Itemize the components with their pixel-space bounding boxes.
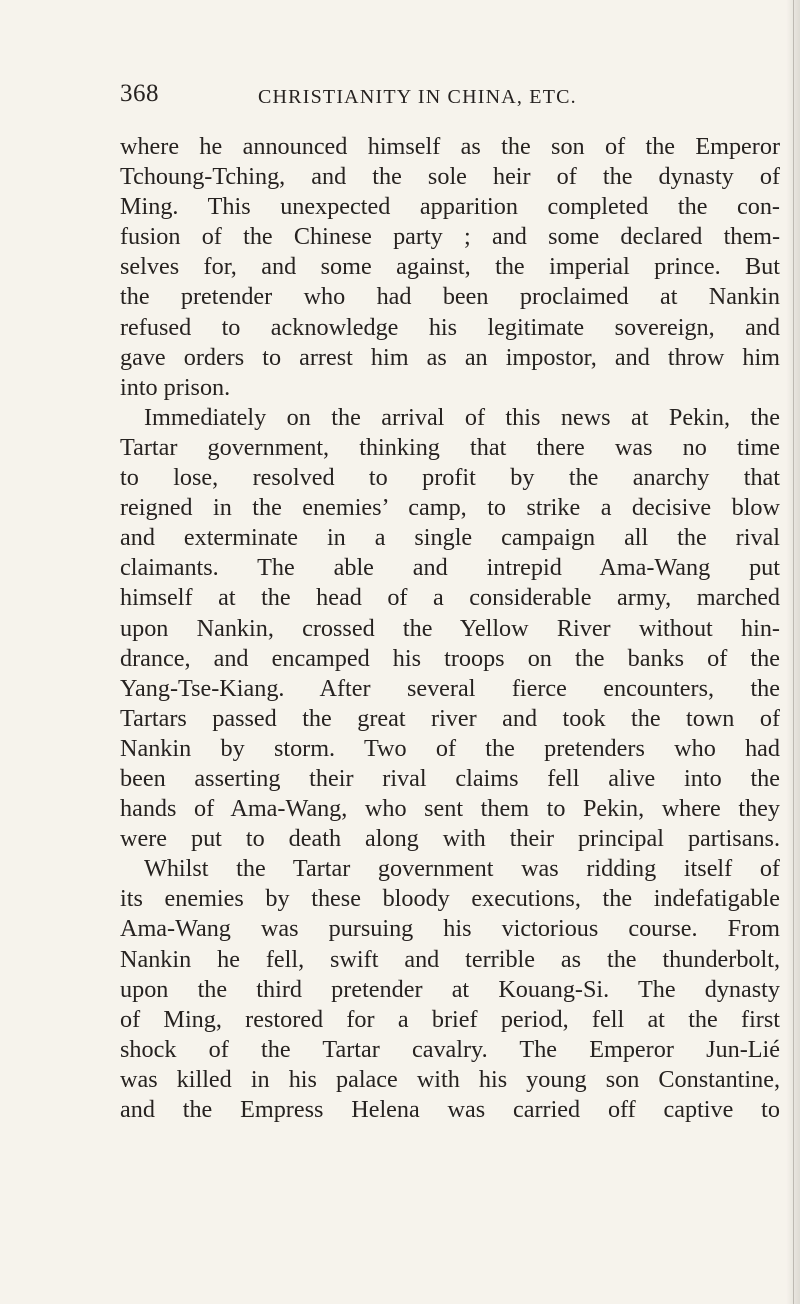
text-line: gave orders to arrest him as an impostor, and throw him: [120, 343, 780, 371]
text-line: Whilst the Tartar government was ridding itself of: [144, 855, 780, 883]
text-line: Yang-Tse-Kiang. After several fierce encounters, the: [120, 674, 780, 702]
text-line: been asserting their rival claims fell alive into the: [120, 764, 780, 792]
text-line: were put to death along with their principal partisans.: [120, 825, 780, 853]
text-line: and the Empress Helena was carried off captive to: [120, 1096, 780, 1123]
page-header: [120, 80, 780, 120]
text-line: Nankin he fell, swift and terrible as the thunderbolt,: [120, 945, 780, 973]
text-line: into prison.: [120, 373, 231, 401]
text-line: the pretender who had been proclaimed at Nankin: [120, 283, 780, 311]
text-line: selves for, and some against, the imperial prince. But: [120, 253, 780, 281]
text-line: claimants. The able and intrepid Ama-Wang put: [120, 554, 780, 582]
text-line: Ama-Wang was pursuing his victorious course. From: [120, 915, 780, 943]
text-line: Nankin by storm. Two of the pretenders who had: [120, 734, 780, 762]
text-line: upon the third pretender at Kouang-Si. The dynasty: [120, 975, 780, 1003]
text-line: Immediately on the arrival of this news at Pekin, the: [144, 403, 780, 431]
text-line: and exterminate in a single campaign all the rival: [120, 524, 780, 552]
page-number: 368: [120, 80, 159, 107]
body-text: [120, 132, 780, 1125]
text-line: where he announced himself as the son of the Emperor: [120, 133, 780, 160]
text-line: Tchoung-Tching, and the sole heir of the dynasty of: [120, 163, 780, 191]
text-line: refused to acknowledge his legitimate sovereign, and: [120, 313, 780, 341]
text-line: shock of the Tartar cavalry. The Emperor Jun-Lié: [120, 1035, 780, 1063]
text-line: reigned in the enemies’ camp, to strike a decisive blow: [120, 494, 780, 522]
page-edge-line: [793, 0, 794, 1304]
text-line: was killed in his palace with his young son Constantine,: [120, 1065, 780, 1093]
text-line: to lose, resolved to profit by the anarchy that: [120, 464, 780, 492]
text-line: Tartars passed the great river and took the town of: [120, 704, 780, 732]
text-line: its enemies by these bloody executions, the indefatigable: [120, 885, 780, 913]
running-head: CHRISTIANITY IN CHINA, ETC.: [258, 86, 577, 108]
text-line: Ming. This unexpected apparition completed the con-: [120, 193, 780, 221]
text-line: upon Nankin, crossed the Yellow River without hin-: [120, 614, 780, 642]
text-line: himself at the head of a considerable army, marched: [120, 584, 780, 612]
text-line: hands of Ama-Wang, who sent them to Pekin, where they: [120, 795, 780, 823]
text-line: fusion of the Chinese party ; and some declared them-: [120, 223, 780, 251]
text-line: drance, and encamped his troops on the banks of the: [120, 644, 780, 672]
text-line: Tartar government, thinking that there was no time: [120, 433, 780, 461]
text-line: of Ming, restored for a brief period, fell at the first: [120, 1005, 780, 1033]
